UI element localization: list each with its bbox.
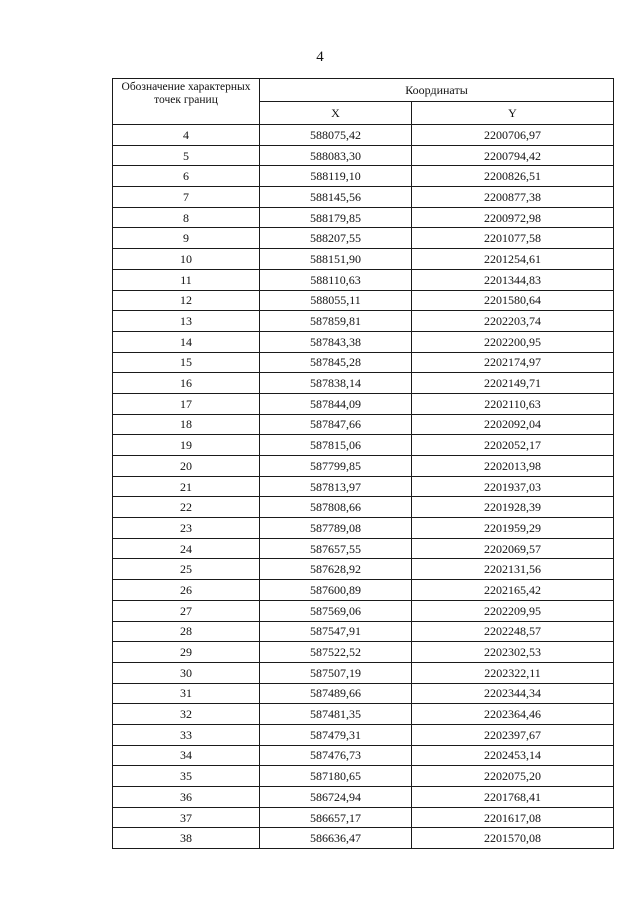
y-coordinate-cell: 2202013,98: [412, 456, 614, 477]
table-row: [113, 456, 614, 477]
x-coordinate-cell: 587489,66: [260, 683, 412, 704]
y-coordinate-cell: 2202248,57: [412, 621, 614, 642]
x-coordinate-cell: 586724,94: [260, 787, 412, 808]
y-coordinate-cell: 2202397,67: [412, 724, 614, 745]
table-row: [113, 269, 614, 290]
x-coordinate-cell: 587859,81: [260, 311, 412, 332]
table-row: [113, 497, 614, 518]
table-row: [113, 642, 614, 663]
table-row: [113, 807, 614, 828]
x-coordinate-cell: 587845,28: [260, 352, 412, 373]
y-coordinate-cell: 2202200,95: [412, 331, 614, 352]
table-row: [113, 435, 614, 456]
point-label-header: Обозначение характерных точек границ: [113, 79, 260, 125]
x-coordinate-cell: 588110,63: [260, 269, 412, 290]
y-coordinate-cell: 2201344,83: [412, 269, 614, 290]
x-coordinate-cell: 587657,55: [260, 538, 412, 559]
x-coordinate-cell: 587600,89: [260, 580, 412, 601]
y-coordinate-cell: 2201959,29: [412, 518, 614, 539]
table-header: [113, 79, 614, 125]
x-coordinate-cell: 587479,31: [260, 724, 412, 745]
y-coordinate-cell: 2202322,11: [412, 662, 614, 683]
point-number-cell: 33: [113, 724, 260, 745]
y-coordinate-cell: 2201937,03: [412, 476, 614, 497]
point-number-cell: 9: [113, 228, 260, 249]
table-row: [113, 724, 614, 745]
table-row: [113, 228, 614, 249]
y-coordinate-cell: 2201617,08: [412, 807, 614, 828]
point-number-cell: 10: [113, 249, 260, 270]
table-row: [113, 331, 614, 352]
x-coordinate-cell: 587799,85: [260, 456, 412, 477]
x-coordinate-cell: 587481,35: [260, 704, 412, 725]
point-number-cell: 27: [113, 600, 260, 621]
point-number-cell: 32: [113, 704, 260, 725]
table-row: [113, 166, 614, 187]
x-coordinate-cell: 587507,19: [260, 662, 412, 683]
x-coordinate-cell: 588055,11: [260, 290, 412, 311]
y-coordinate-cell: 2202092,04: [412, 414, 614, 435]
point-number-cell: 37: [113, 807, 260, 828]
x-coordinate-cell: 587569,06: [260, 600, 412, 621]
x-coordinate-cell: 588083,30: [260, 145, 412, 166]
table-row: [113, 290, 614, 311]
x-coordinate-cell: 586636,47: [260, 828, 412, 849]
y-coordinate-cell: 2201254,61: [412, 249, 614, 270]
table-row: [113, 373, 614, 394]
point-number-cell: 35: [113, 766, 260, 787]
point-number-cell: 30: [113, 662, 260, 683]
y-coordinate-cell: 2200877,38: [412, 187, 614, 208]
x-coordinate-cell: 587476,73: [260, 745, 412, 766]
table-row: [113, 518, 614, 539]
page-number: 4: [316, 49, 324, 65]
point-number-cell: 29: [113, 642, 260, 663]
table-row: [113, 352, 614, 373]
x-coordinate-cell: 588179,85: [260, 207, 412, 228]
y-coordinate-cell: 2202165,42: [412, 580, 614, 601]
table-row: [113, 828, 614, 849]
table-row: [113, 600, 614, 621]
x-column-header: X: [260, 102, 412, 125]
y-coordinate-cell: 2202149,71: [412, 373, 614, 394]
table-row: [113, 683, 614, 704]
table-row: [113, 145, 614, 166]
x-coordinate-cell: 587522,52: [260, 642, 412, 663]
table-row: [113, 559, 614, 580]
point-number-cell: 22: [113, 497, 260, 518]
x-coordinate-cell: 588207,55: [260, 228, 412, 249]
point-number-cell: 15: [113, 352, 260, 373]
x-coordinate-cell: 587813,97: [260, 476, 412, 497]
y-coordinate-cell: 2202110,63: [412, 393, 614, 414]
point-number-cell: 16: [113, 373, 260, 394]
x-coordinate-cell: 587844,09: [260, 393, 412, 414]
table-row: [113, 787, 614, 808]
point-number-cell: 36: [113, 787, 260, 808]
y-coordinate-cell: 2202131,56: [412, 559, 614, 580]
y-coordinate-cell: 2201928,39: [412, 497, 614, 518]
table-row: [113, 311, 614, 332]
point-number-cell: 21: [113, 476, 260, 497]
table-row: [113, 393, 614, 414]
table-row: [113, 207, 614, 228]
point-number-cell: 11: [113, 269, 260, 290]
x-coordinate-cell: 586657,17: [260, 807, 412, 828]
y-coordinate-cell: 2200826,51: [412, 166, 614, 187]
point-number-cell: 23: [113, 518, 260, 539]
x-coordinate-cell: 588151,90: [260, 249, 412, 270]
table-row: [113, 662, 614, 683]
y-coordinate-cell: 2201768,41: [412, 787, 614, 808]
table-row: [113, 766, 614, 787]
point-number-cell: 5: [113, 145, 260, 166]
table-row: [113, 745, 614, 766]
x-coordinate-cell: 587838,14: [260, 373, 412, 394]
table-row: [113, 704, 614, 725]
table-row: [113, 187, 614, 208]
y-coordinate-cell: 2200794,42: [412, 145, 614, 166]
point-number-cell: 25: [113, 559, 260, 580]
table-row: [113, 249, 614, 270]
point-number-cell: 6: [113, 166, 260, 187]
point-number-cell: 17: [113, 393, 260, 414]
y-coordinate-cell: 2202174,97: [412, 352, 614, 373]
table-row: [113, 580, 614, 601]
y-coordinate-cell: 2201570,08: [412, 828, 614, 849]
y-coordinate-cell: 2202203,74: [412, 311, 614, 332]
point-number-cell: 7: [113, 187, 260, 208]
table-row: [113, 621, 614, 642]
y-coordinate-cell: 2202302,53: [412, 642, 614, 663]
point-number-cell: 38: [113, 828, 260, 849]
y-coordinate-cell: 2202364,46: [412, 704, 614, 725]
x-coordinate-cell: 587180,65: [260, 766, 412, 787]
y-coordinate-cell: 2202069,57: [412, 538, 614, 559]
x-coordinate-cell: 587847,66: [260, 414, 412, 435]
y-coordinate-cell: 2200706,97: [412, 125, 614, 146]
point-number-cell: 18: [113, 414, 260, 435]
x-coordinate-cell: 587843,38: [260, 331, 412, 352]
y-coordinate-cell: 2202209,95: [412, 600, 614, 621]
point-number-cell: 4: [113, 125, 260, 146]
y-column-header: Y: [412, 102, 614, 125]
y-coordinate-cell: 2202344,34: [412, 683, 614, 704]
table-row: [113, 414, 614, 435]
x-coordinate-cell: 587628,92: [260, 559, 412, 580]
point-number-cell: 26: [113, 580, 260, 601]
table-body: [113, 125, 614, 849]
point-number-cell: 28: [113, 621, 260, 642]
y-coordinate-cell: 2202052,17: [412, 435, 614, 456]
x-coordinate-cell: 587808,66: [260, 497, 412, 518]
point-number-cell: 8: [113, 207, 260, 228]
y-coordinate-cell: 2201580,64: [412, 290, 614, 311]
y-coordinate-cell: 2201077,58: [412, 228, 614, 249]
x-coordinate-cell: 588145,56: [260, 187, 412, 208]
point-number-cell: 34: [113, 745, 260, 766]
x-coordinate-cell: 587547,91: [260, 621, 412, 642]
coordinates-table: [112, 78, 614, 849]
y-coordinate-cell: 2202453,14: [412, 745, 614, 766]
x-coordinate-cell: 588075,42: [260, 125, 412, 146]
point-number-cell: 20: [113, 456, 260, 477]
x-coordinate-cell: 587815,06: [260, 435, 412, 456]
x-coordinate-cell: 588119,10: [260, 166, 412, 187]
table-row: [113, 476, 614, 497]
y-coordinate-cell: 2202075,20: [412, 766, 614, 787]
point-number-cell: 12: [113, 290, 260, 311]
point-number-cell: 31: [113, 683, 260, 704]
x-coordinate-cell: 587789,08: [260, 518, 412, 539]
point-number-cell: 14: [113, 331, 260, 352]
point-number-cell: 19: [113, 435, 260, 456]
table-row: [113, 538, 614, 559]
y-coordinate-cell: 2200972,98: [412, 207, 614, 228]
point-number-cell: 24: [113, 538, 260, 559]
table-row: [113, 125, 614, 146]
coordinates-header: Координаты: [260, 79, 614, 102]
point-number-cell: 13: [113, 311, 260, 332]
